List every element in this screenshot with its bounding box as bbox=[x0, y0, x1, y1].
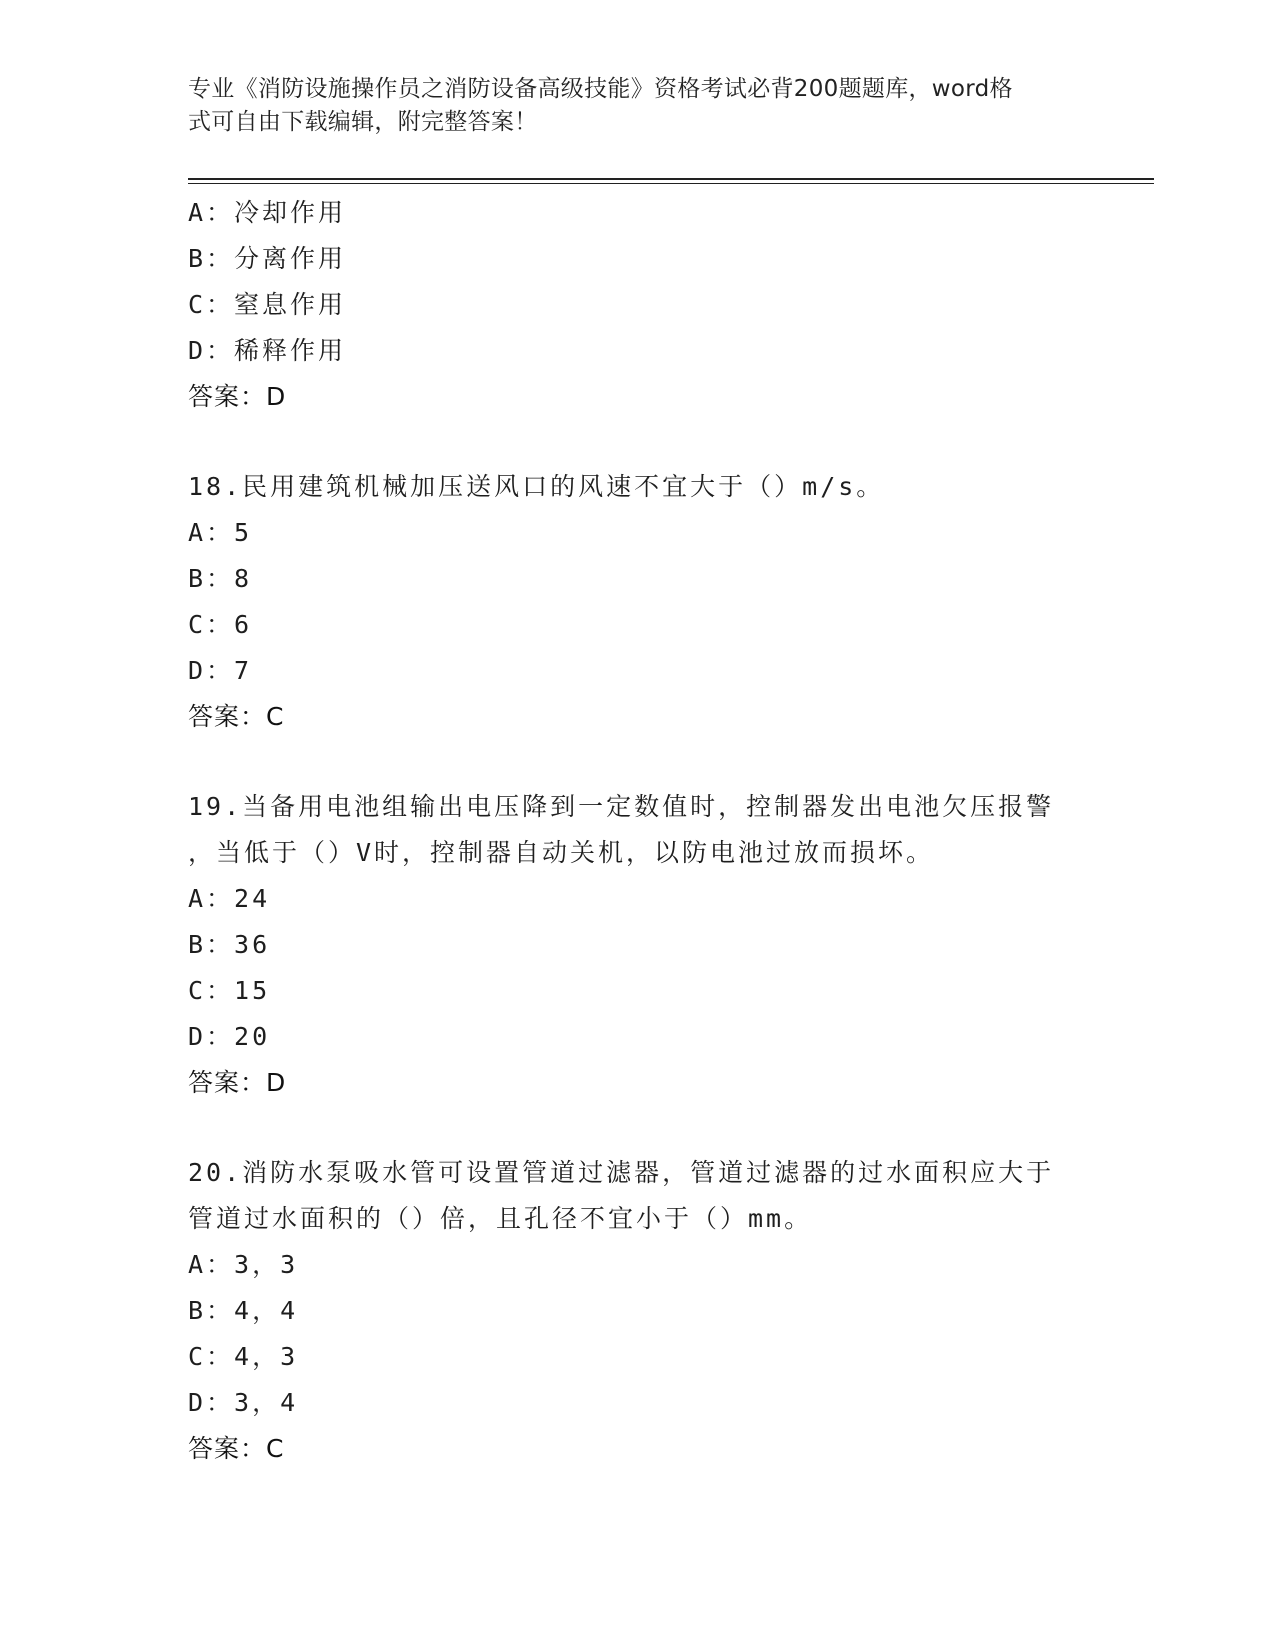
option-b: B：4，4 bbox=[188, 1296, 299, 1325]
option-a: A：3，3 bbox=[188, 1250, 299, 1279]
option-a: A：5 bbox=[188, 518, 253, 547]
option-a: A：冷却作用 bbox=[188, 198, 347, 227]
answer: 答案：C bbox=[188, 702, 285, 731]
option-b: B：36 bbox=[188, 930, 271, 959]
question-text-line-2: 管道过水面积的（）倍，且孔径不宜小于（）mm。 bbox=[188, 1204, 813, 1233]
option-d: D：20 bbox=[188, 1022, 271, 1051]
option-b: B：8 bbox=[188, 564, 253, 593]
answer: 答案：C bbox=[188, 1434, 285, 1463]
question-text: 18.民用建筑机械加压送风口的风速不宜大于（）m/s。 bbox=[188, 472, 885, 501]
option-c: C：15 bbox=[188, 976, 271, 1005]
header-divider-thin bbox=[188, 183, 1154, 184]
document-header bbox=[188, 73, 1068, 139]
question-19 bbox=[188, 784, 1088, 1106]
question-text-line-2: ，当低于（）V时，控制器自动关机，以防电池过放而损坏。 bbox=[188, 838, 935, 867]
option-d: D：稀释作用 bbox=[188, 336, 347, 365]
question-17 bbox=[188, 190, 1088, 420]
question-text-line-1: 19.当备用电池组输出电压降到一定数值时，控制器发出电池欠压报警 bbox=[188, 792, 1055, 821]
question-list bbox=[188, 190, 1088, 1472]
question-18 bbox=[188, 464, 1088, 740]
option-d: D：3，4 bbox=[188, 1388, 299, 1417]
question-20 bbox=[188, 1150, 1088, 1472]
header-line-2: 式可自由下载编辑，附完整答案！ bbox=[188, 109, 538, 135]
option-c: C：窒息作用 bbox=[188, 290, 347, 319]
header-line-1: 专业《消防设施操作员之消防设备高级技能》资格考试必背200题题库，word格 bbox=[188, 76, 1013, 102]
answer: 答案：D bbox=[188, 382, 287, 411]
option-c: C：6 bbox=[188, 610, 253, 639]
option-a: A：24 bbox=[188, 884, 271, 913]
option-c: C：4，3 bbox=[188, 1342, 299, 1371]
answer: 答案：D bbox=[188, 1068, 287, 1097]
option-d: D：7 bbox=[188, 656, 253, 685]
option-b: B：分离作用 bbox=[188, 244, 347, 273]
header-divider-thick bbox=[188, 178, 1154, 180]
question-text-line-1: 20.消防水泵吸水管可设置管道过滤器，管道过滤器的过水面积应大于 bbox=[188, 1158, 1055, 1187]
